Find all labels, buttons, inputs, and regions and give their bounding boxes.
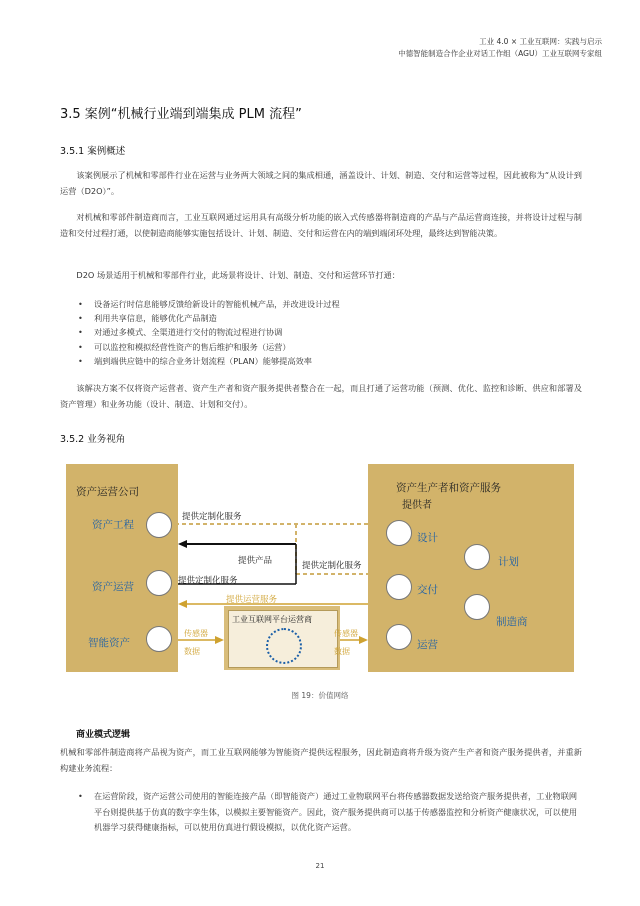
business-model-heading: 商业模式逻辑 (76, 730, 131, 740)
list-item: • 利用共享信息，能够优化产品制造 (78, 311, 558, 325)
list-item: • 对通过多模式、全渠道进行交付的物流过程进行协调 (78, 325, 558, 339)
sensor-right-label: 传感器 (334, 629, 358, 638)
smart-asset-label: 智能资产 (88, 637, 130, 649)
page-header (398, 36, 602, 60)
header-line-2: 中德智能制造合作企业对话工作组（AGU）工业互联网专家组 (398, 49, 602, 58)
paragraph-1: 该案例展示了机械和零部件行业在运营与业务两大领域之间的集成相通，涵盖设计、计划、制造、交付和运营等过程，因此被称为“从设计到运营（D2O）”。 (60, 170, 582, 196)
business-model-intro: 机械和零部件制造商将产品视为资产，而工业互联网能够为智能资产提供远程服务，因此制造商将升级为资产生产者和资产服务提供者，并重新构建业务流程： (60, 747, 582, 773)
asset-producer-title: 资产生产者和资产服务 (396, 482, 501, 494)
platform-operator-title: 工业互联网平台运营商 (232, 615, 312, 624)
operation-label: 运营 (417, 639, 438, 651)
provide-product-label: 提供产品 (238, 556, 273, 566)
sensor-left-label: 传感器 (184, 629, 208, 638)
manufacturer-label: 制造商 (496, 616, 528, 628)
custom-service-top-label: 提供定制化服务 (182, 512, 242, 522)
data-left-label: 数据 (184, 647, 200, 656)
design-label: 设计 (417, 532, 438, 544)
header-line-1: 工业 4.0 × 工业互联网：实践与启示 (479, 37, 602, 46)
data-right-label: 数据 (334, 647, 350, 656)
custom-service-right-label: 提供定制化服务 (302, 561, 362, 571)
delivery-label: 交付 (417, 584, 438, 596)
asset-operation-label: 资产运营 (92, 581, 134, 593)
asset-engineering-label: 资产工程 (92, 519, 134, 531)
asset-producer-subtitle: 提供者 (402, 500, 432, 511)
paragraph-4: 该解决方案不仅将资产运营者、资产生产者和资产服务提供者整合在一起，而且打通了运营功能（预测、优化、监控和诊断、供应和部署及资产管理）和业务功能（设计、制造、计划和交付）。 (60, 383, 582, 409)
scenario-bullets (78, 297, 558, 368)
paragraph-3: D2O 场景适用于机械和零部件行业，此场景将设计、计划、制造、交付和运营环节打通： (76, 270, 400, 280)
planning-label: 计划 (498, 556, 519, 568)
subsection-title-business: 3.5.2 业务视角 (60, 434, 126, 445)
list-item: • 可以监控和模拟经营性资产的售后维护和服务（运营） (78, 340, 558, 354)
ops-service-label: 提供运营服务 (226, 595, 278, 605)
custom-service-left-label: 提供定制化服务 (178, 576, 238, 586)
figure-caption: 图 19：价值网络 (291, 691, 349, 700)
list-item: • 在运营阶段，资产运营公司使用的智能连接产品（即智能资产）通过工业物联网平台将传感器数据发送给资产服务提供者，工业物联网平台则提供基于仿真的数字孪生体，以模拟主要智能资产。因此，资产服务提供商可以基于传感器监控和分析资产健康状况，可以使用机器学习获得健康指标，可以使用仿真进行假设模拟，以优化资产运营。 (78, 789, 582, 836)
page-number: 21 (315, 862, 325, 870)
subsection-title-overview: 3.5.1 案例概述 (60, 146, 126, 157)
list-item: • 端到端供应链中的综合业务计划流程（PLAN）能够提高效率 (78, 354, 558, 368)
value-network-diagram (66, 462, 574, 674)
business-model-bullets (78, 789, 582, 836)
asset-operator-title: 资产运营公司 (76, 486, 139, 498)
section-title: 3.5 案例“机械行业端到端集成 PLM 流程” (60, 107, 302, 122)
list-item: • 设备运行时信息能够反馈给新设计的智能机械产品，并改进设计过程 (78, 297, 558, 311)
paragraph-2: 对机械和零部件制造商而言，工业互联网通过运用具有高级分析功能的嵌入式传感器将制造商的产品与产品运营商连接，并将设计过程与制造和交付过程打通，以使制造商能够实施包括设计、计划、制造、交付和运营在内的端到端闭环处理，最终达到智能决策。 (60, 212, 582, 238)
